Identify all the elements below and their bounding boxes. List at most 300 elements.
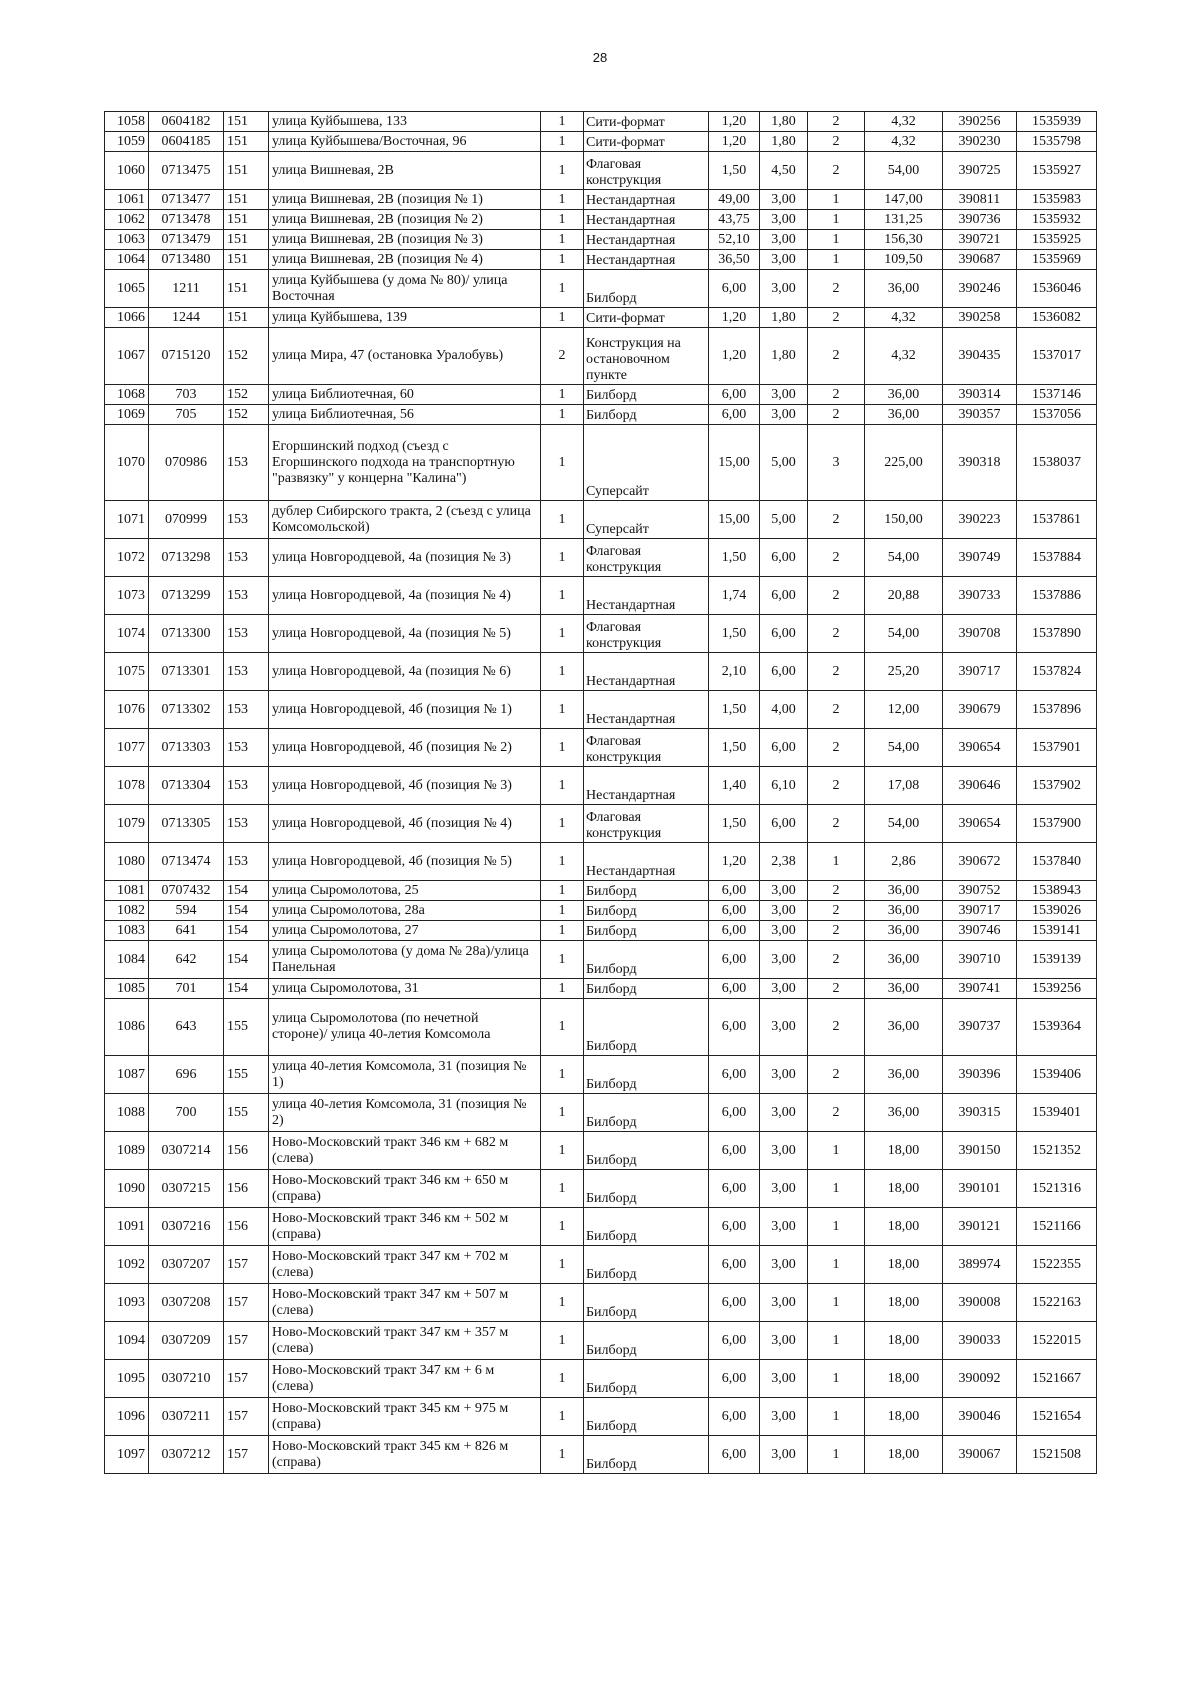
construction-type-cell: Билборд xyxy=(584,921,709,941)
construction-type-cell: Билборд xyxy=(584,1170,709,1208)
table-row xyxy=(105,308,1097,328)
area-cell: 18,00 xyxy=(865,1360,943,1398)
area-cell: 147,00 xyxy=(865,190,943,210)
coord-x-cell: 390752 xyxy=(943,881,1017,901)
width-cell: 6,00 xyxy=(709,941,760,979)
coord-y-cell: 1537900 xyxy=(1017,805,1097,843)
zone-number-cell: 155 xyxy=(224,999,269,1056)
faces-count-cell: 1 xyxy=(808,1398,865,1436)
construction-type-cell: Нестандартная xyxy=(584,691,709,729)
area-cell: 18,00 xyxy=(865,1132,943,1170)
address-cell: улица Библиотечная, 60 xyxy=(269,385,541,405)
height-cell: 1,80 xyxy=(760,132,808,152)
area-cell: 54,00 xyxy=(865,539,943,577)
coord-x-cell: 390679 xyxy=(943,691,1017,729)
height-cell: 3,00 xyxy=(760,1056,808,1094)
coord-y-cell: 1537056 xyxy=(1017,405,1097,425)
row-number-cell: 1096 xyxy=(105,1398,149,1436)
zone-number-cell: 153 xyxy=(224,843,269,881)
sides-count-cell: 1 xyxy=(541,539,584,577)
zone-number-cell: 153 xyxy=(224,577,269,615)
construction-type-cell: Билборд xyxy=(584,1246,709,1284)
construction-id-cell: 070999 xyxy=(149,501,224,539)
area-cell: 109,50 xyxy=(865,250,943,270)
construction-type-cell: Нестандартная xyxy=(584,577,709,615)
width-cell: 1,50 xyxy=(709,691,760,729)
construction-type-cell: Билборд xyxy=(584,999,709,1056)
row-number-cell: 1065 xyxy=(105,270,149,308)
construction-type-cell: Нестандартная xyxy=(584,653,709,691)
row-number-cell: 1075 xyxy=(105,653,149,691)
construction-id-cell: 1211 xyxy=(149,270,224,308)
width-cell: 6,00 xyxy=(709,979,760,999)
coord-y-cell: 1535927 xyxy=(1017,152,1097,190)
sides-count-cell: 1 xyxy=(541,308,584,328)
construction-id-cell: 0307210 xyxy=(149,1360,224,1398)
coord-y-cell: 1537886 xyxy=(1017,577,1097,615)
sides-count-cell: 1 xyxy=(541,190,584,210)
sides-count-cell: 1 xyxy=(541,843,584,881)
faces-count-cell: 1 xyxy=(808,190,865,210)
row-number-cell: 1093 xyxy=(105,1284,149,1322)
height-cell: 6,00 xyxy=(760,577,808,615)
construction-id-cell: 641 xyxy=(149,921,224,941)
coord-x-cell: 390654 xyxy=(943,805,1017,843)
row-number-cell: 1094 xyxy=(105,1322,149,1360)
faces-count-cell: 1 xyxy=(808,843,865,881)
width-cell: 1,20 xyxy=(709,132,760,152)
coord-y-cell: 1539026 xyxy=(1017,901,1097,921)
table-row xyxy=(105,921,1097,941)
faces-count-cell: 2 xyxy=(808,901,865,921)
area-cell: 12,00 xyxy=(865,691,943,729)
height-cell: 3,00 xyxy=(760,230,808,250)
zone-number-cell: 157 xyxy=(224,1398,269,1436)
coord-y-cell: 1522163 xyxy=(1017,1284,1097,1322)
coord-x-cell: 390435 xyxy=(943,328,1017,385)
table-row xyxy=(105,1132,1097,1170)
table-row xyxy=(105,1398,1097,1436)
height-cell: 6,00 xyxy=(760,539,808,577)
width-cell: 49,00 xyxy=(709,190,760,210)
row-number-cell: 1067 xyxy=(105,328,149,385)
zone-number-cell: 151 xyxy=(224,210,269,230)
faces-count-cell: 2 xyxy=(808,501,865,539)
area-cell: 36,00 xyxy=(865,405,943,425)
faces-count-cell: 1 xyxy=(808,1208,865,1246)
row-number-cell: 1082 xyxy=(105,901,149,921)
zone-number-cell: 157 xyxy=(224,1436,269,1474)
sides-count-cell: 1 xyxy=(541,1398,584,1436)
coord-x-cell: 390101 xyxy=(943,1170,1017,1208)
width-cell: 52,10 xyxy=(709,230,760,250)
height-cell: 3,00 xyxy=(760,1360,808,1398)
address-cell: улица Вишневая, 2В (позиция № 1) xyxy=(269,190,541,210)
area-cell: 36,00 xyxy=(865,979,943,999)
zone-number-cell: 153 xyxy=(224,691,269,729)
coord-y-cell: 1538037 xyxy=(1017,425,1097,501)
coord-x-cell: 390672 xyxy=(943,843,1017,881)
row-number-cell: 1089 xyxy=(105,1132,149,1170)
coord-x-cell: 390396 xyxy=(943,1056,1017,1094)
row-number-cell: 1061 xyxy=(105,190,149,210)
table-row xyxy=(105,132,1097,152)
row-number-cell: 1086 xyxy=(105,999,149,1056)
zone-number-cell: 157 xyxy=(224,1284,269,1322)
height-cell: 3,00 xyxy=(760,901,808,921)
address-cell: Егоршинский подход (съезд с Егоршинского подхода на транспортную "развязку" у концерна "Калина") xyxy=(269,425,541,501)
row-number-cell: 1087 xyxy=(105,1056,149,1094)
coord-y-cell: 1539256 xyxy=(1017,979,1097,999)
row-number-cell: 1088 xyxy=(105,1094,149,1132)
coord-y-cell: 1535932 xyxy=(1017,210,1097,230)
address-cell: Ново-Московский тракт 346 км + 502 м (справа) xyxy=(269,1208,541,1246)
height-cell: 3,00 xyxy=(760,1284,808,1322)
sides-count-cell: 1 xyxy=(541,425,584,501)
coord-x-cell: 390046 xyxy=(943,1398,1017,1436)
coord-y-cell: 1539364 xyxy=(1017,999,1097,1056)
row-number-cell: 1080 xyxy=(105,843,149,881)
coord-y-cell: 1537884 xyxy=(1017,539,1097,577)
address-cell: дублер Сибирского тракта, 2 (съезд с улица Комсомольской) xyxy=(269,501,541,539)
table-row xyxy=(105,653,1097,691)
construction-type-cell: Нестандартная xyxy=(584,190,709,210)
zone-number-cell: 151 xyxy=(224,270,269,308)
construction-id-cell: 0307207 xyxy=(149,1246,224,1284)
sides-count-cell: 2 xyxy=(541,328,584,385)
table-row xyxy=(105,425,1097,501)
area-cell: 36,00 xyxy=(865,901,943,921)
faces-count-cell: 2 xyxy=(808,328,865,385)
construction-type-cell: Билборд xyxy=(584,270,709,308)
page-number: 28 xyxy=(592,50,608,65)
faces-count-cell: 1 xyxy=(808,1246,865,1284)
area-cell: 54,00 xyxy=(865,615,943,653)
height-cell: 3,00 xyxy=(760,1170,808,1208)
construction-type-cell: Билборд xyxy=(584,1398,709,1436)
height-cell: 1,80 xyxy=(760,328,808,385)
address-cell: улица 40-летия Комсомола, 31 (позиция № 1) xyxy=(269,1056,541,1094)
table-row xyxy=(105,881,1097,901)
sides-count-cell: 1 xyxy=(541,691,584,729)
address-cell: улица Сыромолотова, 31 xyxy=(269,979,541,999)
construction-type-cell: Конструкция на остановочном пункте xyxy=(584,328,709,385)
sides-count-cell: 1 xyxy=(541,1132,584,1170)
row-number-cell: 1071 xyxy=(105,501,149,539)
width-cell: 43,75 xyxy=(709,210,760,230)
coord-x-cell: 390318 xyxy=(943,425,1017,501)
coord-y-cell: 1539141 xyxy=(1017,921,1097,941)
row-number-cell: 1059 xyxy=(105,132,149,152)
coord-x-cell: 390230 xyxy=(943,132,1017,152)
coord-x-cell: 390717 xyxy=(943,901,1017,921)
row-number-cell: 1064 xyxy=(105,250,149,270)
faces-count-cell: 2 xyxy=(808,112,865,132)
zone-number-cell: 153 xyxy=(224,425,269,501)
width-cell: 36,50 xyxy=(709,250,760,270)
coord-x-cell: 390646 xyxy=(943,767,1017,805)
width-cell: 1,20 xyxy=(709,843,760,881)
sides-count-cell: 1 xyxy=(541,270,584,308)
area-cell: 4,32 xyxy=(865,328,943,385)
height-cell: 3,00 xyxy=(760,250,808,270)
address-cell: Ново-Московский тракт 347 км + 507 м (слева) xyxy=(269,1284,541,1322)
construction-id-cell: 0707432 xyxy=(149,881,224,901)
construction-id-cell: 1244 xyxy=(149,308,224,328)
coord-x-cell: 390749 xyxy=(943,539,1017,577)
faces-count-cell: 2 xyxy=(808,767,865,805)
address-cell: улица Куйбышева (у дома № 80)/ улица Восточная xyxy=(269,270,541,308)
sides-count-cell: 1 xyxy=(541,1360,584,1398)
height-cell: 6,00 xyxy=(760,615,808,653)
construction-type-cell: Сити-формат xyxy=(584,132,709,152)
coord-y-cell: 1537896 xyxy=(1017,691,1097,729)
height-cell: 3,00 xyxy=(760,1322,808,1360)
construction-id-cell: 696 xyxy=(149,1056,224,1094)
width-cell: 6,00 xyxy=(709,1170,760,1208)
coord-x-cell: 390737 xyxy=(943,999,1017,1056)
coord-x-cell: 390811 xyxy=(943,190,1017,210)
coord-y-cell: 1539139 xyxy=(1017,941,1097,979)
height-cell: 2,38 xyxy=(760,843,808,881)
address-cell: Ново-Московский тракт 347 км + 702 м (слева) xyxy=(269,1246,541,1284)
coord-y-cell: 1521667 xyxy=(1017,1360,1097,1398)
address-cell: Ново-Московский тракт 345 км + 975 м (справа) xyxy=(269,1398,541,1436)
faces-count-cell: 1 xyxy=(808,1322,865,1360)
height-cell: 6,00 xyxy=(760,729,808,767)
construction-type-cell: Билборд xyxy=(584,405,709,425)
width-cell: 6,00 xyxy=(709,1246,760,1284)
construction-id-cell: 0713299 xyxy=(149,577,224,615)
row-number-cell: 1077 xyxy=(105,729,149,767)
coord-x-cell: 390008 xyxy=(943,1284,1017,1322)
height-cell: 5,00 xyxy=(760,425,808,501)
address-cell: улица Сыромолотова (у дома № 28а)/улица Панельная xyxy=(269,941,541,979)
coord-y-cell: 1537902 xyxy=(1017,767,1097,805)
coord-x-cell: 390746 xyxy=(943,921,1017,941)
coord-x-cell: 390246 xyxy=(943,270,1017,308)
table-row xyxy=(105,501,1097,539)
sides-count-cell: 1 xyxy=(541,901,584,921)
coord-y-cell: 1521166 xyxy=(1017,1208,1097,1246)
address-cell: Ново-Московский тракт 345 км + 826 м (справа) xyxy=(269,1436,541,1474)
height-cell: 3,00 xyxy=(760,385,808,405)
zone-number-cell: 156 xyxy=(224,1208,269,1246)
sides-count-cell: 1 xyxy=(541,999,584,1056)
sides-count-cell: 1 xyxy=(541,979,584,999)
construction-type-cell: Билборд xyxy=(584,1322,709,1360)
zone-number-cell: 154 xyxy=(224,881,269,901)
sides-count-cell: 1 xyxy=(541,210,584,230)
faces-count-cell: 1 xyxy=(808,1284,865,1322)
sides-count-cell: 1 xyxy=(541,132,584,152)
width-cell: 2,10 xyxy=(709,653,760,691)
zone-number-cell: 151 xyxy=(224,308,269,328)
table-row xyxy=(105,270,1097,308)
width-cell: 6,00 xyxy=(709,881,760,901)
zone-number-cell: 155 xyxy=(224,1094,269,1132)
table-row xyxy=(105,1284,1097,1322)
faces-count-cell: 2 xyxy=(808,805,865,843)
faces-count-cell: 2 xyxy=(808,921,865,941)
coord-y-cell: 1537146 xyxy=(1017,385,1097,405)
construction-type-cell: Флаговая конструкция xyxy=(584,729,709,767)
faces-count-cell: 2 xyxy=(808,691,865,729)
table-row xyxy=(105,190,1097,210)
address-cell: улица Вишневая, 2В (позиция № 4) xyxy=(269,250,541,270)
coord-x-cell: 390357 xyxy=(943,405,1017,425)
row-number-cell: 1079 xyxy=(105,805,149,843)
construction-id-cell: 0307208 xyxy=(149,1284,224,1322)
coord-y-cell: 1537890 xyxy=(1017,615,1097,653)
width-cell: 1,50 xyxy=(709,152,760,190)
zone-number-cell: 151 xyxy=(224,112,269,132)
height-cell: 3,00 xyxy=(760,999,808,1056)
table-row xyxy=(105,405,1097,425)
height-cell: 3,00 xyxy=(760,1398,808,1436)
width-cell: 6,00 xyxy=(709,999,760,1056)
row-number-cell: 1090 xyxy=(105,1170,149,1208)
height-cell: 3,00 xyxy=(760,979,808,999)
row-number-cell: 1085 xyxy=(105,979,149,999)
construction-id-cell: 0307212 xyxy=(149,1436,224,1474)
sides-count-cell: 1 xyxy=(541,881,584,901)
address-cell: улица Сыромолотова, 28а xyxy=(269,901,541,921)
row-number-cell: 1084 xyxy=(105,941,149,979)
table-row xyxy=(105,691,1097,729)
area-cell: 36,00 xyxy=(865,999,943,1056)
row-number-cell: 1092 xyxy=(105,1246,149,1284)
faces-count-cell: 2 xyxy=(808,1094,865,1132)
construction-type-cell: Сити-формат xyxy=(584,112,709,132)
table-row xyxy=(105,901,1097,921)
area-cell: 36,00 xyxy=(865,385,943,405)
row-number-cell: 1063 xyxy=(105,230,149,250)
row-number-cell: 1058 xyxy=(105,112,149,132)
sides-count-cell: 1 xyxy=(541,805,584,843)
construction-id-cell: 705 xyxy=(149,405,224,425)
faces-count-cell: 2 xyxy=(808,152,865,190)
construction-type-cell: Билборд xyxy=(584,1094,709,1132)
row-number-cell: 1074 xyxy=(105,615,149,653)
coord-x-cell: 390741 xyxy=(943,979,1017,999)
construction-id-cell: 700 xyxy=(149,1094,224,1132)
table-row xyxy=(105,1246,1097,1284)
faces-count-cell: 2 xyxy=(808,539,865,577)
construction-id-cell: 643 xyxy=(149,999,224,1056)
table-row xyxy=(105,843,1097,881)
coord-y-cell: 1521316 xyxy=(1017,1170,1097,1208)
faces-count-cell: 2 xyxy=(808,941,865,979)
zone-number-cell: 151 xyxy=(224,190,269,210)
address-cell: улица Новгородцевой, 4б (позиция № 2) xyxy=(269,729,541,767)
area-cell: 18,00 xyxy=(865,1436,943,1474)
height-cell: 6,00 xyxy=(760,653,808,691)
construction-type-cell: Сити-формат xyxy=(584,308,709,328)
area-cell: 18,00 xyxy=(865,1284,943,1322)
area-cell: 4,32 xyxy=(865,112,943,132)
coord-x-cell: 390315 xyxy=(943,1094,1017,1132)
faces-count-cell: 2 xyxy=(808,405,865,425)
table-row xyxy=(105,805,1097,843)
zone-number-cell: 157 xyxy=(224,1246,269,1284)
width-cell: 6,00 xyxy=(709,1398,760,1436)
coord-x-cell: 390687 xyxy=(943,250,1017,270)
coord-y-cell: 1537017 xyxy=(1017,328,1097,385)
area-cell: 150,00 xyxy=(865,501,943,539)
address-cell: улица Новгородцевой, 4б (позиция № 5) xyxy=(269,843,541,881)
address-cell: улица Куйбышева, 139 xyxy=(269,308,541,328)
width-cell: 1,40 xyxy=(709,767,760,805)
area-cell: 156,30 xyxy=(865,230,943,250)
coord-x-cell: 390710 xyxy=(943,941,1017,979)
address-cell: улица Новгородцевой, 4б (позиция № 1) xyxy=(269,691,541,729)
faces-count-cell: 1 xyxy=(808,1132,865,1170)
table-row xyxy=(105,1208,1097,1246)
faces-count-cell: 2 xyxy=(808,979,865,999)
coord-x-cell: 390717 xyxy=(943,653,1017,691)
height-cell: 3,00 xyxy=(760,1094,808,1132)
height-cell: 4,50 xyxy=(760,152,808,190)
coord-y-cell: 1536082 xyxy=(1017,308,1097,328)
sides-count-cell: 1 xyxy=(541,615,584,653)
area-cell: 54,00 xyxy=(865,152,943,190)
width-cell: 1,50 xyxy=(709,805,760,843)
construction-type-cell: Билборд xyxy=(584,385,709,405)
coord-y-cell: 1537861 xyxy=(1017,501,1097,539)
width-cell: 6,00 xyxy=(709,1360,760,1398)
coord-y-cell: 1539401 xyxy=(1017,1094,1097,1132)
address-cell: улица Куйбышева, 133 xyxy=(269,112,541,132)
area-cell: 54,00 xyxy=(865,805,943,843)
construction-id-cell: 0713480 xyxy=(149,250,224,270)
width-cell: 1,50 xyxy=(709,539,760,577)
construction-type-cell: Нестандартная xyxy=(584,843,709,881)
construction-id-cell: 0713475 xyxy=(149,152,224,190)
address-cell: Ново-Московский тракт 346 км + 650 м (справа) xyxy=(269,1170,541,1208)
width-cell: 6,00 xyxy=(709,921,760,941)
row-number-cell: 1078 xyxy=(105,767,149,805)
row-number-cell: 1095 xyxy=(105,1360,149,1398)
faces-count-cell: 3 xyxy=(808,425,865,501)
table-row xyxy=(105,112,1097,132)
address-cell: улица Куйбышева/Восточная, 96 xyxy=(269,132,541,152)
construction-id-cell: 0713474 xyxy=(149,843,224,881)
address-cell: Ново-Московский тракт 347 км + 6 м (слева) xyxy=(269,1360,541,1398)
sides-count-cell: 1 xyxy=(541,1208,584,1246)
area-cell: 54,00 xyxy=(865,729,943,767)
width-cell: 6,00 xyxy=(709,1094,760,1132)
coord-x-cell: 390708 xyxy=(943,615,1017,653)
construction-id-cell: 703 xyxy=(149,385,224,405)
construction-type-cell: Билборд xyxy=(584,1208,709,1246)
width-cell: 1,20 xyxy=(709,112,760,132)
zone-number-cell: 151 xyxy=(224,132,269,152)
construction-type-cell: Суперсайт xyxy=(584,501,709,539)
construction-type-cell: Билборд xyxy=(584,901,709,921)
coord-y-cell: 1522015 xyxy=(1017,1322,1097,1360)
width-cell: 1,20 xyxy=(709,308,760,328)
construction-type-cell: Суперсайт xyxy=(584,425,709,501)
width-cell: 6,00 xyxy=(709,405,760,425)
area-cell: 18,00 xyxy=(865,1322,943,1360)
construction-type-cell: Билборд xyxy=(584,1360,709,1398)
faces-count-cell: 2 xyxy=(808,1056,865,1094)
area-cell: 18,00 xyxy=(865,1208,943,1246)
table-row xyxy=(105,979,1097,999)
address-cell: улица Новгородцевой, 4б (позиция № 4) xyxy=(269,805,541,843)
width-cell: 6,00 xyxy=(709,1322,760,1360)
